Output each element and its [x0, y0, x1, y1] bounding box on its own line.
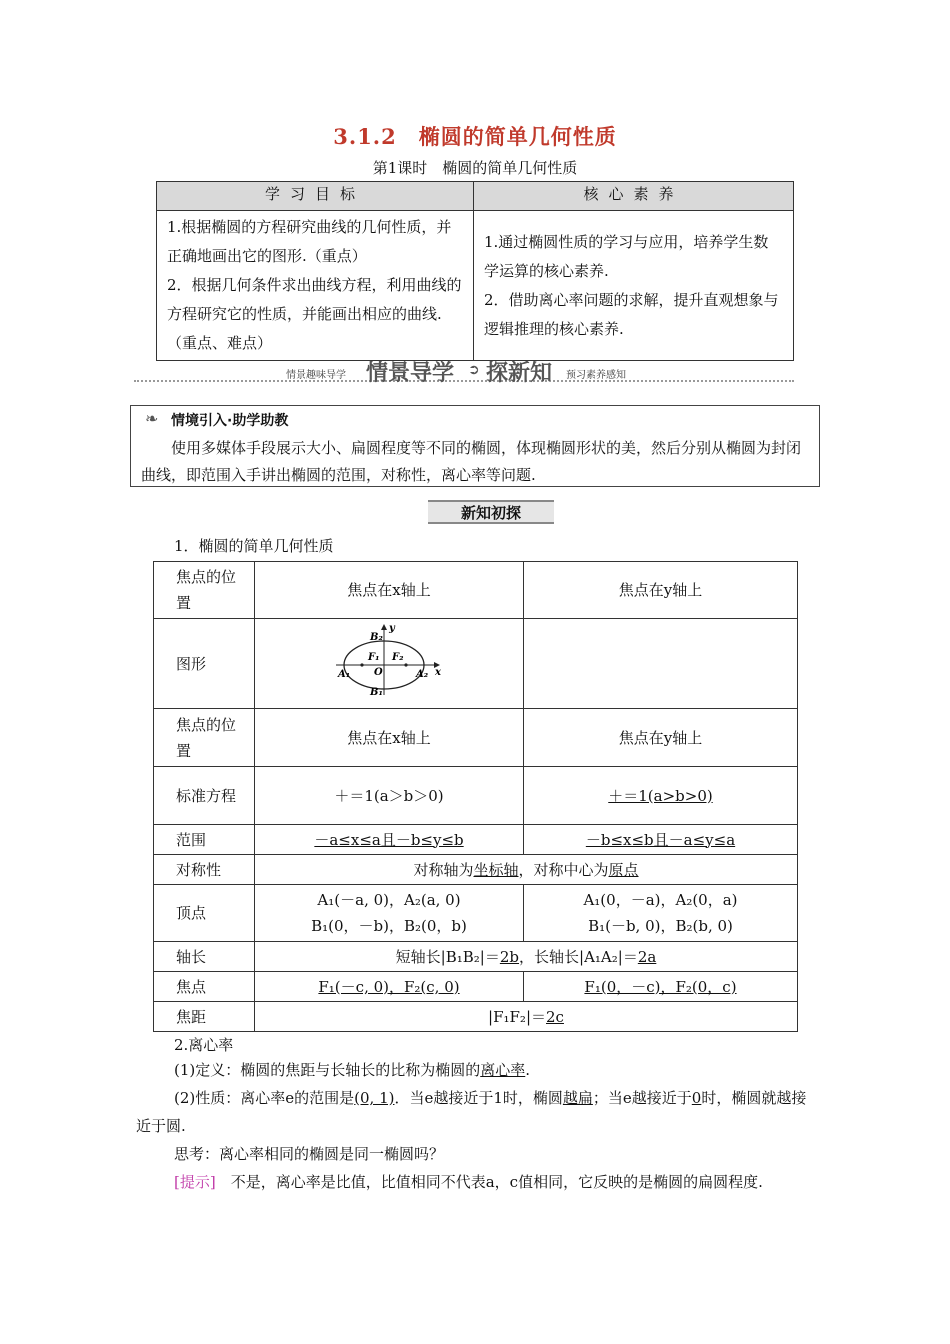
cell	[255, 885, 524, 942]
fig-label-b2: B₂	[370, 631, 383, 643]
line: B₁(0，－b)，B₂(0，b)	[311, 917, 467, 935]
section-banner	[134, 356, 794, 386]
cell: 焦点在y轴上	[524, 562, 798, 619]
answer: 2b	[499, 947, 520, 966]
think-question: 思考：离心率相同的椭圆是同一椭圆吗？	[174, 1145, 445, 1163]
cell: 焦点在y轴上	[524, 709, 798, 767]
ellipse-figure	[334, 623, 444, 697]
cell: F₁(0，－c)，F₂(0，c)	[524, 972, 798, 1002]
hint-paragraph	[136, 1168, 816, 1196]
text: .	[525, 1061, 531, 1079]
row-label: 对称性	[154, 855, 255, 885]
ellipse-figure-cell	[255, 619, 524, 709]
banner-title-2: 探新知	[486, 361, 553, 386]
text: ；当e越接近于	[592, 1089, 692, 1107]
goal-item: 1.根据椭圆的方程研究曲线的几何性质，并正确地画出它的图形.（重点）	[167, 218, 452, 265]
new-knowledge-label: 新知初探	[428, 500, 554, 524]
focus-point-2	[404, 663, 407, 666]
cell-empty	[524, 619, 798, 709]
fig-label-a2: A₂	[416, 668, 429, 680]
answer: 越扁	[562, 1089, 593, 1107]
cell: ＋＝1(a>b>0)	[524, 767, 798, 825]
intro-text: 使用多媒体手段展示大小、扁圆程度等不同的椭圆，体现椭圆形状的美，然后分别从椭圆为封闭曲线，即范围入手讲出椭圆的范围，对称性，离心率等问题.	[141, 439, 802, 484]
row-label: 焦点	[154, 972, 255, 1002]
text: (2)性质：离心率e的范围是	[174, 1089, 355, 1107]
section-2-heading: 2.离心率	[174, 1036, 234, 1054]
literacy-item: 1.通过椭圆性质的学习与应用，培养学生数学运算的核心素养.	[484, 232, 769, 280]
banner-left-caption: 情景趣味导学	[286, 370, 346, 381]
text: ，对称中心为	[518, 860, 609, 879]
row-label: 焦点的位置	[154, 562, 255, 619]
answer: (0, 1)	[354, 1089, 395, 1107]
property-paragraph	[136, 1084, 816, 1140]
text: 时，椭圆就越接近于圆.	[136, 1089, 807, 1135]
page-title: 3.1.2 椭圆的简单几何性质	[333, 124, 617, 149]
cell: 焦点在x轴上	[255, 562, 524, 619]
cell-axis	[255, 942, 798, 972]
text: |F₁F₂|＝	[488, 1007, 546, 1026]
answer: 离心率	[480, 1061, 526, 1079]
chat-bubble-icon: ❧	[145, 409, 159, 428]
hint-text: 不是，离心率是比值，比值相同不代表a，c值相同，它反映的是椭圆的扁圆程度.	[215, 1173, 763, 1191]
fig-label-f1: F₁	[368, 651, 380, 663]
answer: 2c	[546, 1007, 564, 1026]
page-subtitle: 第1课时 椭圆的简单几何性质	[372, 159, 578, 177]
row-label: 标准方程	[154, 767, 255, 825]
intro-heading: 情境引入·助学助教	[171, 413, 289, 429]
y-axis-arrow	[381, 624, 387, 630]
hint-tag: [提示]	[174, 1173, 216, 1191]
text: 短轴长|B₁B₂|＝	[395, 947, 500, 966]
intro-box	[130, 405, 820, 487]
answer: 坐标轴	[473, 860, 519, 879]
arrow-icon: ➲	[468, 362, 480, 378]
focus-point-1	[360, 663, 363, 666]
line: A₁(0，－a)，A₂(0，a)	[583, 891, 738, 909]
line: B₁(－b, 0)，B₂(b, 0)	[588, 917, 733, 935]
fig-label-y: y	[389, 622, 395, 634]
cell: －b≤x≤b且－a≤y≤a	[524, 825, 798, 855]
cell: －a≤x≤a且－b≤y≤b	[255, 825, 524, 855]
literacy-item: 2．借助离心率问题的求解，提升直观想象与逻辑推理的核心素养.	[484, 290, 779, 338]
answer: 2a	[637, 947, 657, 966]
text: 对称轴为	[413, 860, 474, 879]
text: (1)定义：椭圆的焦距与长轴长的比称为椭圆的	[174, 1061, 481, 1079]
text: ，长轴长|A₁A₂|＝	[519, 947, 638, 966]
properties-table	[153, 561, 798, 1032]
section-1-heading: 1．椭圆的简单几何性质	[174, 537, 334, 555]
banner-divider	[134, 380, 794, 382]
fig-label-x: x	[435, 666, 441, 678]
cell: ＋＝1(a＞b＞0)	[255, 767, 524, 825]
text: ．当e越接近于1时，椭圆	[394, 1089, 563, 1107]
goals-header-left: 学习目标	[157, 182, 474, 211]
answer: 0	[691, 1089, 702, 1107]
fig-label-f2: F₂	[392, 651, 404, 663]
definition-paragraph	[136, 1056, 816, 1084]
banner-right-caption: 预习素养感知	[566, 370, 626, 381]
cell-focal-distance	[255, 1002, 798, 1032]
cell-symmetry	[255, 855, 798, 885]
row-label: 焦点的位置	[154, 709, 255, 767]
answer: 原点	[608, 860, 639, 879]
row-label: 顶点	[154, 885, 255, 942]
fig-label-b1: B₁	[370, 686, 383, 697]
row-label: 图形	[154, 619, 255, 709]
line: A₁(－a, 0)，A₂(a, 0)	[317, 891, 461, 909]
cell: F₁(－c, 0)，F₂(c, 0)	[255, 972, 524, 1002]
goal-item: 2．根据几何条件求出曲线方程，利用曲线的方程研究它的性质，并能画出相应的曲线.（重点、难点）	[167, 276, 462, 352]
goals-header-right: 核心素养	[474, 182, 794, 211]
fig-label-o: O	[374, 666, 383, 678]
row-label: 焦距	[154, 1002, 255, 1032]
goals-table	[156, 181, 794, 361]
row-label: 范围	[154, 825, 255, 855]
cell: 焦点在x轴上	[255, 709, 524, 767]
banner-title-1: 情景导学	[366, 361, 455, 386]
cell	[524, 885, 798, 942]
fig-label-a1: A₁	[338, 668, 351, 680]
row-label: 轴长	[154, 942, 255, 972]
